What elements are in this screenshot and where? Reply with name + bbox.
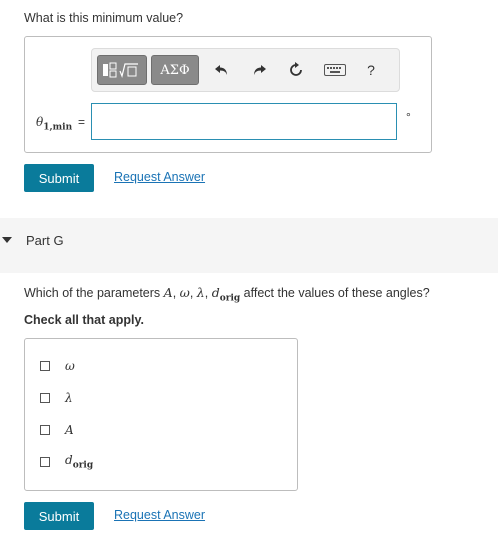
collapse-caret-icon[interactable] xyxy=(2,237,12,243)
templates-button[interactable] xyxy=(97,55,147,85)
checkbox[interactable] xyxy=(40,425,50,435)
part-g-header[interactable] xyxy=(0,218,498,273)
checkbox[interactable] xyxy=(40,361,50,371)
answer-input[interactable] xyxy=(91,103,397,140)
option-label: ω xyxy=(65,359,75,373)
request-answer-link[interactable]: Request Answer xyxy=(114,170,206,184)
request-answer-link-part-g[interactable]: Request Answer xyxy=(114,508,206,522)
submit-button[interactable]: Submit xyxy=(24,164,94,192)
part-g-title: Part G xyxy=(26,233,64,248)
option-label: λ xyxy=(65,391,73,405)
option-a[interactable] xyxy=(40,421,74,439)
option-label: A xyxy=(65,423,74,437)
option-omega[interactable] xyxy=(40,357,75,375)
undo-arrow-icon[interactable] xyxy=(213,61,231,79)
option-label: $d_{orig}$ xyxy=(65,453,94,471)
redo-arrow-icon[interactable] xyxy=(250,61,268,79)
question-text: What is this minimum value? xyxy=(24,11,184,25)
option-d-orig[interactable] xyxy=(40,453,93,471)
variable-label: $\theta_{1,min}$ = xyxy=(36,115,85,133)
option-lambda[interactable] xyxy=(40,389,73,407)
reset-icon[interactable] xyxy=(287,61,305,79)
keyboard-icon[interactable] xyxy=(324,61,346,79)
checkbox[interactable] xyxy=(40,393,50,403)
instruction-text: Check all that apply. xyxy=(24,313,144,327)
fraction-sqrt-template-icon xyxy=(100,60,144,80)
submit-button-part-g[interactable]: Submit xyxy=(24,502,94,530)
unit-label: ° xyxy=(406,110,411,124)
help-button[interactable]: ? xyxy=(367,62,375,78)
part-g-question: Which of the parameters A, ω, λ, $d_{orig}$ affect the values of these angles? xyxy=(24,285,430,304)
checkbox[interactable] xyxy=(40,457,50,467)
greek-symbols-button[interactable]: ΑΣΦ xyxy=(151,55,199,85)
